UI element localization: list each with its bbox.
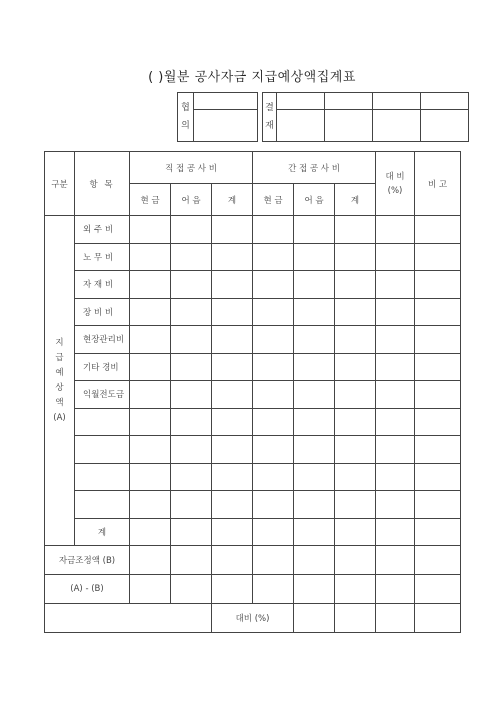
item-value-cell[interactable] — [376, 381, 415, 409]
difference-value-cell[interactable] — [376, 575, 415, 604]
adjustment-row — [45, 546, 461, 575]
adjustment-value-cell[interactable] — [130, 546, 171, 575]
total-value-cell[interactable] — [212, 518, 253, 546]
total-value-cell[interactable] — [294, 518, 335, 546]
header-direct-bill: 어 음 — [171, 184, 212, 216]
item-value-cell[interactable] — [415, 408, 461, 436]
total-value-cell[interactable] — [415, 518, 461, 546]
total-label: 계 — [75, 518, 130, 546]
item-label — [75, 463, 130, 491]
item-value-cell[interactable] — [171, 298, 212, 326]
item-value-cell[interactable] — [212, 463, 253, 491]
item-label: 자 재 비 — [75, 271, 130, 299]
difference-value-cell[interactable] — [335, 575, 376, 604]
item-value-cell[interactable] — [335, 463, 376, 491]
table-row — [45, 491, 461, 519]
total-value-cell[interactable] — [376, 518, 415, 546]
item-value-cell[interactable] — [253, 216, 294, 244]
item-value-cell[interactable] — [376, 298, 415, 326]
item-value-cell[interactable] — [415, 243, 461, 271]
item-value-cell[interactable] — [171, 353, 212, 381]
adjustment-value-cell[interactable] — [415, 546, 461, 575]
item-value-cell[interactable] — [130, 381, 171, 409]
difference-value-cell[interactable] — [171, 575, 212, 604]
header-indirect-cost: 간 접 공 사 비 — [253, 152, 376, 184]
header-remarks: 비 고 — [415, 152, 461, 216]
item-value-cell[interactable] — [415, 271, 461, 299]
ratio-value-cell[interactable] — [376, 604, 415, 633]
item-value-cell[interactable] — [253, 491, 294, 519]
item-value-cell[interactable] — [294, 463, 335, 491]
adjustment-value-cell[interactable] — [294, 546, 335, 575]
item-value-cell[interactable] — [253, 381, 294, 409]
signature-cell-3[interactable] — [373, 110, 421, 142]
item-value-cell[interactable] — [130, 491, 171, 519]
adjustment-value-cell[interactable] — [212, 546, 253, 575]
item-value-cell[interactable] — [415, 463, 461, 491]
total-value-cell[interactable] — [335, 518, 376, 546]
table-row — [45, 408, 461, 436]
signature-label-text: 결 재 — [265, 103, 274, 131]
total-value-cell[interactable] — [253, 518, 294, 546]
consultation-box — [177, 92, 258, 142]
section-a-label — [45, 216, 75, 546]
item-value-cell[interactable] — [171, 216, 212, 244]
item-value-cell[interactable] — [212, 491, 253, 519]
item-value-cell[interactable] — [415, 353, 461, 381]
item-value-cell[interactable] — [294, 381, 335, 409]
item-value-cell[interactable] — [171, 243, 212, 271]
item-value-cell[interactable] — [212, 216, 253, 244]
item-value-cell[interactable] — [212, 271, 253, 299]
header-direct-total: 계 — [212, 184, 253, 216]
item-value-cell[interactable] — [376, 436, 415, 464]
table-row — [45, 436, 461, 464]
item-value-cell[interactable] — [294, 243, 335, 271]
item-value-cell[interactable] — [253, 298, 294, 326]
table-row — [45, 381, 461, 409]
item-value-cell[interactable] — [335, 326, 376, 354]
signature-box — [262, 92, 469, 142]
item-label: 노 무 비 — [75, 243, 130, 271]
ratio-value-cell[interactable] — [294, 604, 335, 633]
item-value-cell[interactable] — [171, 463, 212, 491]
item-label: 장 비 비 — [75, 298, 130, 326]
item-value-cell[interactable] — [415, 326, 461, 354]
ratio-value-cell[interactable] — [415, 604, 461, 633]
header-ratio — [376, 152, 415, 216]
adjustment-value-cell[interactable] — [253, 546, 294, 575]
header-ratio-text: 대 비 (%) — [385, 171, 405, 196]
item-value-cell[interactable] — [212, 326, 253, 354]
signature-label — [263, 93, 277, 142]
item-value-cell[interactable] — [212, 408, 253, 436]
item-value-cell[interactable] — [171, 271, 212, 299]
item-value-cell[interactable] — [171, 326, 212, 354]
header-indirect-bill: 어 음 — [294, 184, 335, 216]
item-value-cell[interactable] — [130, 271, 171, 299]
item-value-cell[interactable] — [335, 271, 376, 299]
item-value-cell[interactable] — [335, 243, 376, 271]
item-value-cell[interactable] — [335, 353, 376, 381]
table-row — [45, 326, 461, 354]
item-value-cell[interactable] — [212, 353, 253, 381]
item-value-cell[interactable] — [130, 353, 171, 381]
item-value-cell[interactable] — [253, 243, 294, 271]
item-value-cell[interactable] — [376, 463, 415, 491]
difference-value-cell[interactable] — [294, 575, 335, 604]
item-value-cell[interactable] — [335, 436, 376, 464]
item-value-cell[interactable] — [335, 216, 376, 244]
item-value-cell[interactable] — [253, 353, 294, 381]
consultation-cell-top[interactable] — [194, 93, 258, 110]
header-direct-cash: 현 금 — [130, 184, 171, 216]
ratio-row-label: 대비 (%) — [212, 604, 294, 633]
item-value-cell[interactable] — [376, 408, 415, 436]
item-value-cell[interactable] — [376, 491, 415, 519]
signature-cell-4[interactable] — [421, 110, 469, 142]
section-a-label-text: 지 급 예 상 액 (A) — [53, 337, 66, 423]
item-label — [75, 436, 130, 464]
item-value-cell[interactable] — [376, 243, 415, 271]
table-row — [45, 243, 461, 271]
item-value-cell[interactable] — [294, 408, 335, 436]
item-value-cell[interactable] — [130, 326, 171, 354]
consultation-label-text: 협 의 — [181, 103, 190, 131]
item-value-cell[interactable] — [294, 491, 335, 519]
signature-cell-2[interactable] — [325, 110, 373, 142]
difference-value-cell[interactable] — [212, 575, 253, 604]
item-value-cell[interactable] — [130, 436, 171, 464]
total-value-cell[interactable] — [171, 518, 212, 546]
item-value-cell[interactable] — [294, 326, 335, 354]
adjustment-value-cell[interactable] — [376, 546, 415, 575]
item-value-cell[interactable] — [253, 326, 294, 354]
item-value-cell[interactable] — [376, 353, 415, 381]
item-value-cell[interactable] — [415, 381, 461, 409]
table-row — [45, 463, 461, 491]
item-value-cell[interactable] — [335, 298, 376, 326]
item-value-cell[interactable] — [335, 381, 376, 409]
item-value-cell[interactable] — [130, 463, 171, 491]
item-value-cell[interactable] — [294, 353, 335, 381]
header-indirect-total: 계 — [335, 184, 376, 216]
item-value-cell[interactable] — [376, 216, 415, 244]
table-row — [45, 298, 461, 326]
ratio-row — [45, 604, 461, 633]
item-value-cell[interactable] — [335, 491, 376, 519]
signature-title-cell-1[interactable] — [277, 93, 325, 110]
item-label: 외 주 비 — [75, 216, 130, 244]
item-value-cell[interactable] — [130, 408, 171, 436]
item-value-cell[interactable] — [212, 243, 253, 271]
item-label: 기타 경비 — [75, 353, 130, 381]
item-value-cell[interactable] — [376, 326, 415, 354]
item-value-cell[interactable] — [253, 408, 294, 436]
item-value-cell[interactable] — [415, 216, 461, 244]
signature-title-cell-3[interactable] — [373, 93, 421, 110]
table-row — [45, 271, 461, 299]
item-value-cell[interactable] — [171, 491, 212, 519]
adjustment-value-cell[interactable] — [171, 546, 212, 575]
item-value-cell[interactable] — [415, 298, 461, 326]
item-value-cell[interactable] — [335, 408, 376, 436]
difference-value-cell[interactable] — [253, 575, 294, 604]
total-value-cell[interactable] — [130, 518, 171, 546]
table-row — [45, 353, 461, 381]
item-value-cell[interactable] — [294, 436, 335, 464]
payment-forecast-table — [44, 151, 461, 633]
item-label: 익월전도금 — [75, 381, 130, 409]
item-value-cell[interactable] — [171, 381, 212, 409]
consultation-cell-bottom[interactable] — [194, 110, 258, 142]
item-value-cell[interactable] — [130, 216, 171, 244]
header-item: 항 목 — [75, 152, 130, 216]
item-value-cell[interactable] — [212, 381, 253, 409]
item-value-cell[interactable] — [253, 436, 294, 464]
item-value-cell[interactable] — [253, 271, 294, 299]
item-value-cell[interactable] — [212, 436, 253, 464]
difference-row — [45, 575, 461, 604]
ratio-row-blank[interactable] — [45, 604, 212, 633]
header-category: 구분 — [45, 152, 75, 216]
header-direct-cost: 직 접 공 사 비 — [130, 152, 253, 184]
item-value-cell[interactable] — [294, 298, 335, 326]
signature-title-cell-2[interactable] — [325, 93, 373, 110]
item-value-cell[interactable] — [130, 298, 171, 326]
adjustment-value-cell[interactable] — [335, 546, 376, 575]
item-value-cell[interactable] — [376, 271, 415, 299]
item-value-cell[interactable] — [212, 298, 253, 326]
item-value-cell[interactable] — [171, 436, 212, 464]
item-value-cell[interactable] — [415, 436, 461, 464]
item-value-cell[interactable] — [294, 271, 335, 299]
header-indirect-cash: 현 금 — [253, 184, 294, 216]
difference-value-cell[interactable] — [130, 575, 171, 604]
difference-value-cell[interactable] — [415, 575, 461, 604]
adjustment-label: 자금조정액 (B) — [45, 546, 130, 575]
difference-label: (A) - (B) — [45, 575, 130, 604]
page-title: ( )월분 공사자금 지급예상액집계표 — [148, 70, 356, 85]
ratio-value-cell[interactable] — [335, 604, 376, 633]
item-value-cell[interactable] — [171, 408, 212, 436]
item-value-cell[interactable] — [294, 216, 335, 244]
item-label — [75, 491, 130, 519]
signature-cell-1[interactable] — [277, 110, 325, 142]
item-label — [75, 408, 130, 436]
signature-title-cell-4[interactable] — [421, 93, 469, 110]
item-value-cell[interactable] — [253, 463, 294, 491]
item-value-cell[interactable] — [415, 491, 461, 519]
item-value-cell[interactable] — [130, 243, 171, 271]
table-row — [45, 216, 461, 244]
consultation-label — [178, 93, 194, 142]
item-label: 현장관리비 — [75, 326, 130, 354]
total-row — [45, 518, 461, 546]
